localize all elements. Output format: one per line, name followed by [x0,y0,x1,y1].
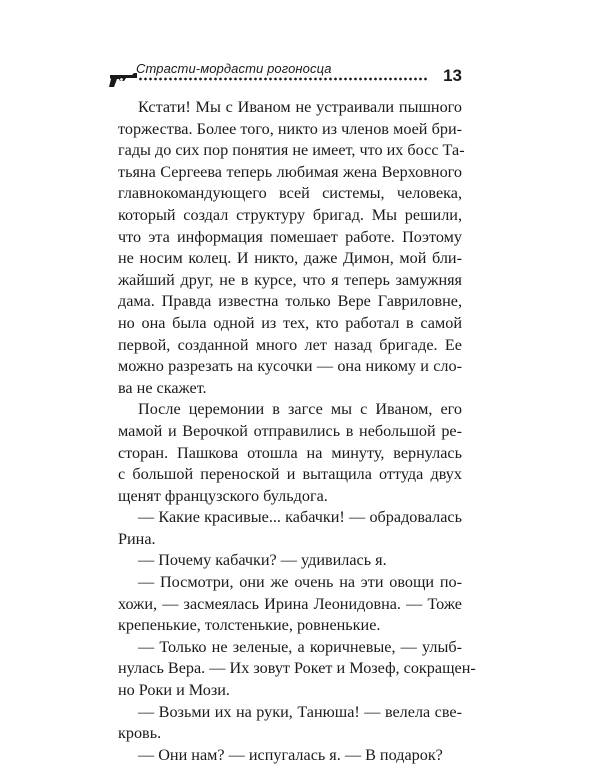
text-line: Кстати! Мы с Иваном не устраивали пышного [138,98,462,116]
text-line: но Роки и Мози. [118,681,230,700]
text-line: крепенькие, толстенькие, ровненькие. [118,616,381,635]
text-line: — Посмотри, они же очень на эти овощи по- [138,573,462,592]
revolver-icon [108,72,138,88]
text-line: Рина. [118,529,156,548]
text-line: торжества. Более того, никто из членов моей бри- [118,119,462,138]
text-line: сторан. Пашкова отошла на минуту, вернулась [118,443,462,462]
text-line: ва не скажет. [118,378,207,397]
running-title: Страсти-мордасти рогоносца [136,61,332,76]
text-line: — Они нам? — испугалась я. — В подарок? [138,745,443,764]
paragraph [118,97,465,399]
text-line: жайший друг, не в курсе, что я теперь замужняя [118,270,462,289]
body-text [118,97,476,766]
text-line: хожи, — засмеялась Ирина Леонидовна. — Тоже [118,594,462,613]
text-line: который создал структуру бригад. Мы решили, [118,205,462,224]
text-line: тьяна Сергеева теперь любимая жена Верховного [118,162,462,181]
paragraph [118,572,462,637]
paragraph [118,399,462,507]
text-line: — Только не зеленые, а коричневые, — улыб- [138,637,462,656]
paragraph [118,507,462,550]
paragraph [118,637,476,702]
text-line: — Почему кабачки? — удивилась я. [138,551,387,570]
paragraph [118,745,462,766]
text-line: — Возьми их на руки, Танюша! — велела све- [138,702,462,721]
text-line: нулась Вера. — Их зовут Рокет и Мозеф, сокращен- [118,659,476,678]
paragraph [118,702,462,745]
text-line: кровь. [118,724,162,743]
text-line: первой, созданной много лет назад бригаде. Ее [118,335,462,354]
paragraph [118,550,462,572]
page-header [108,58,462,92]
text-line: главнокомандующего всей системы, человека, [118,184,462,203]
page-number: 13 [443,66,462,85]
text-line: щенят французского бульдога. [118,486,328,505]
text-line: что эта информация помешает работе. Поэтому [118,227,462,246]
text-line: но она была одной из тех, кто работал в самой [118,313,462,332]
text-line: с большой переноской и вытащила оттуда двух [118,465,462,484]
text-line: После церемонии в загсе мы с Иваном, его [138,400,462,419]
text-line: мамой и Верочкой отправились в небольшой ре- [118,421,462,440]
text-line: гады до сих пор понятия не имеет, что их босс Та- [118,141,465,160]
dotted-rule [138,77,428,81]
text-line: не носим колец. И никто, даже Димон, мой бли- [118,249,462,268]
text-line: можно разрезать на кусочки — она никому и сло- [118,357,462,376]
text-line: — Какие красивые... кабачки! — обрадовалась [138,508,462,527]
text-line: дама. Правда известна только Вере Гавриловне, [118,292,462,311]
